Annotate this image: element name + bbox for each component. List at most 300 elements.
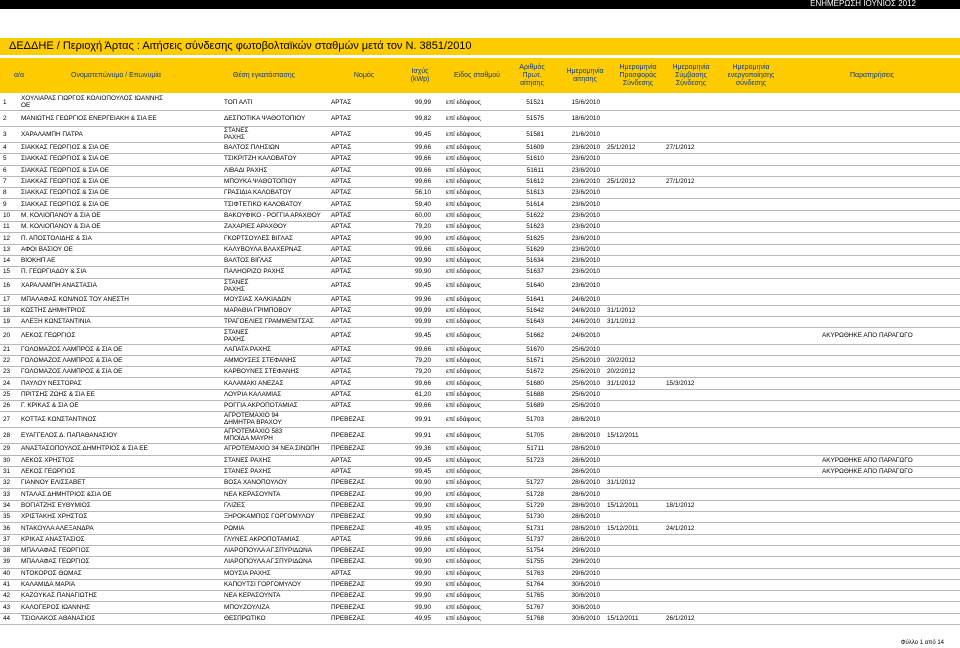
table-cell: ΣΙΑΚΚΑΣ ΓΕΩΡΓΙΟΣ & ΣΙΑ ΟΕ [21,178,109,186]
table-cell: ΑΡΤΑΣ [331,345,352,353]
table-cell: 26/1/2012 [666,614,695,622]
table-header [0,58,960,93]
table-cell: 99,90 [415,603,431,611]
table-cell [728,153,792,164]
table-cell: ΣΙΑΚΚΑΣ ΓΕΩΡΓΙΟΣ & ΣΙΑ ΟΕ [21,144,109,152]
table-cell [666,94,721,110]
table-cell: ΑΦΟΙ ΒΑΣΙΟΥ ΟΕ [21,245,73,253]
table-cell [728,522,792,533]
table-cell: ΑΡΤΑΣ [331,390,352,398]
table-cell: ΑΚΥΡΩΘΗΚΕ ΑΠΟ ΠΑΡΑΓΩΓΟ [822,332,913,339]
table-cell: ΜΠΑΛΑΦΑΣ ΚΩΝ/ΝΟΣ ΤΟΥ ΑΝΕΣΤΗ [21,295,129,303]
table-cell: ΚΑΛΟΓΕΡΟΣ ΙΩΑΝΝΗΣ [21,603,90,611]
table-cell: 51765 [526,592,544,600]
table-cell: ΝΤΟΚΟΡΟΣ ΘΩΜΑΣ [21,569,82,577]
table-cell [728,110,792,126]
table-cell: επί εδάφους [446,581,481,589]
table-cell [728,244,792,255]
table-cell [728,511,792,522]
table-cell [822,522,954,533]
table-cell [607,165,666,176]
table-cell: 51629 [526,245,544,253]
table-cell: 99,90 [415,257,431,265]
table-cell [666,294,721,305]
table-cell: ΜΠΟΥΖΟΥΛΙΖΑ [224,603,270,611]
table-cell: 15/3/2012 [666,379,695,387]
table-cell: 99,66 [415,245,431,253]
table-cell: 99,66 [415,535,431,543]
table-cell: 61,20 [415,390,431,398]
table-cell: ΑΡΤΑΣ [331,268,352,276]
table-cell: 29/6/2010 [571,569,600,577]
table-row [0,94,960,111]
table-cell: 21 [3,345,11,353]
table-cell: 32 [3,479,11,487]
table-cell: ΠΑΛΗΟΡΙΖΟ ΡΑΧΗΣ [224,268,285,276]
table-cell [728,344,792,355]
table-cell: επί εδάφους [446,445,481,453]
table-cell: 7 [3,178,7,186]
table-cell: 99,96 [415,295,431,303]
table-cell: 31/1/2012 [607,479,636,487]
table-cell: ΠΡΙΤΣΗΣ ΖΩΗΣ & ΣΙΑ ΕΕ [21,390,95,398]
table-cell: 18/6/2010 [571,114,600,122]
table-cell: 20/2/2012 [607,356,636,364]
table-cell: 99,66 [415,379,431,387]
table-cell [666,400,721,411]
table-cell: 18 [3,307,11,315]
table-cell: ΛΕΚΟΣ ΓΕΩΡΓΙΟΣ [21,332,76,339]
table-row [0,613,960,625]
table-cell: ΑΡΤΑΣ [331,98,352,106]
table-cell: 99,66 [415,402,431,410]
table-cell: 51662 [526,332,544,339]
table-cell [666,489,721,500]
table-cell: 28/6/2010 [571,431,600,439]
table-cell: επί εδάφους [446,535,481,543]
table-cell: 99,90 [415,581,431,589]
table-cell [728,232,792,243]
table-cell: ΘΕΣΠΡΩΤΙΚΟ [224,614,266,622]
table-cell: ΑΡΤΑΣ [331,155,352,163]
table-cell: ΛΟΥΡΙΑ ΚΑΛΑΜΙΑΣ [224,390,282,398]
table-cell: 12 [3,234,11,242]
table-cell: 51622 [526,211,544,219]
top-bar [0,0,960,9]
table-cell [666,579,721,590]
column-header: α/α [13,71,25,79]
table-cell [607,221,666,232]
table-cell [822,266,954,277]
table-cell: ΛΕΚΟΣ ΓΕΩΡΓΙΟΣ [21,468,76,476]
table-cell: επί εδάφους [446,144,481,152]
table-cell: 79,20 [415,356,431,364]
table-cell [822,210,954,221]
table-cell: 51729 [526,501,544,509]
table-cell: ΒΟΓΙΑΤΖΗΣ ΕΥΘΥΜΙΟΣ [21,501,91,509]
table-cell [728,556,792,567]
table-cell: ΣΙΑΚΚΑΣ ΓΕΩΡΓΙΟΣ & ΣΙΑ ΟΕ [21,166,109,174]
table-cell: 4 [3,144,7,152]
table-cell: 51625 [526,234,544,242]
table-cell [607,411,666,427]
table-cell: επί εδάφους [446,431,481,439]
table-cell [666,126,721,142]
table-cell: 51637 [526,268,544,276]
table-cell: ΑΝΑΣΤΑΣΟΠΟΥΛΟΣ ΔΗΜΗΤΡΙΟΣ & ΣΙΑ ΕΕ [21,445,148,453]
table-cell: επί εδάφους [446,245,481,253]
table-cell [728,411,792,427]
column-header: Θέση εγκατάστασης [232,71,296,79]
table-cell: 30/6/2010 [571,614,600,622]
table-cell [666,511,721,522]
table-cell [728,579,792,590]
table-cell: 1 [3,98,7,106]
table-cell [822,278,954,294]
table-cell: 51611 [526,166,544,174]
table-cell [607,94,666,110]
table-cell [728,165,792,176]
table-cell: 51737 [526,535,544,543]
table-cell: 99,90 [415,558,431,566]
table-cell: 44 [3,614,11,622]
table-cell: επί εδάφους [446,501,481,509]
table-cell: 99,91 [415,431,431,439]
table-cell: ΣΤΑΝΕΣ ΡΑΧΗΣ [224,127,249,141]
column-header: Αριθμός Πρωτ. αίτησης [519,63,545,87]
table-cell: ΑΡΤΑΣ [331,114,352,122]
table-cell [728,477,792,488]
table-cell [607,255,666,266]
table-row [0,411,960,428]
table-cell: 99,45 [415,332,431,339]
table-cell: επί εδάφους [446,307,481,315]
table-cell [728,602,792,613]
table-cell: επί εδάφους [446,490,481,498]
table-cell: 20 [3,332,11,339]
column-header: Ημερομηνία αίτησης [566,67,604,83]
table-cell: ΑΓΡΟΤΕΜΑΧΙΟ 583 ΜΠΟΪΔΑ ΜΑΥΡΗ [224,428,283,443]
table-cell: 31/1/2012 [607,307,636,315]
table-cell: 99,66 [415,144,431,152]
table-cell: 25/6/2010 [571,379,600,387]
table-cell: 51688 [526,390,544,398]
table-cell [822,489,954,500]
table-cell: 25/6/2010 [571,390,600,398]
table-cell: 51705 [526,431,544,439]
table-cell [822,305,954,316]
table-cell: 51755 [526,558,544,566]
table-cell [666,328,721,344]
table-cell [822,294,954,305]
table-cell: ΓΛΙΖΕΣ [224,501,246,509]
table-cell: ΝΕΑ ΚΕΡΑΣΟΥΝΤΑ [224,490,281,498]
table-cell: ΜΠΑΛΑΦΑΣ ΓΕΩΡΓΙΟΣ [21,547,90,555]
table-cell: ΛΙΑΡΟΠΟΥΛΑ ΑΓ.ΣΠΥΡΙΔΩΝΑ [224,558,312,566]
table-cell [666,568,721,579]
table-cell [728,500,792,511]
table-cell: 30/6/2010 [571,581,600,589]
table-cell: επί εδάφους [446,456,481,464]
table-cell [728,534,792,545]
table-cell: ΑΡΤΑΣ [331,200,352,208]
table-cell: επί εδάφους [446,569,481,577]
table-cell: ΛΙΒΑΔΙ ΡΑΧΗΣ [224,166,268,174]
table-cell [822,511,954,522]
table-cell: ΣΤΑΝΕΣ ΡΑΧΗΣ [224,456,272,464]
table-cell: 36 [3,524,11,532]
table-cell: επί εδάφους [446,282,481,290]
table-cell: 15/12/2011 [607,431,639,439]
table-cell [728,94,792,110]
table-cell: 30/6/2010 [571,592,600,600]
table-cell [728,568,792,579]
table-cell [822,545,954,556]
table-cell [822,590,954,601]
table-cell [666,210,721,221]
table-cell: 28/6/2010 [571,513,600,521]
table-cell: επί εδάφους [446,356,481,364]
table-cell [822,602,954,613]
table-cell [822,110,954,126]
table-cell: ΑΜΜΟΥΣΕΣ ΣΤΕΦΑΝΗΣ [224,356,297,364]
table-cell: επί εδάφους [446,189,481,197]
table-cell: 27/1/2012 [666,178,695,186]
table-cell: 99,90 [415,234,431,242]
table-cell: επί εδάφους [446,513,481,521]
table-cell: ΝΤΑΚΟΥΛΑ ΑΛΕΞΑΝΔΡΑ [21,524,94,532]
table-cell: 25/6/2010 [571,368,600,376]
table-cell: 99,99 [415,98,431,106]
table-cell [666,389,721,400]
table-cell: 99,99 [415,307,431,315]
table-cell [607,556,666,567]
table-cell: 51612 [526,178,544,186]
table-cell [607,511,666,522]
table-cell [822,411,954,427]
table-cell [666,187,721,198]
table-cell [666,534,721,545]
table-cell: επί εδάφους [446,345,481,353]
table-row [0,278,960,295]
table-cell: ΑΛΕΞΗ ΚΩΝΣΤΑΝΤΙΝΙΑ [21,318,91,326]
table-cell: ΒΙΟΚΗΠ ΑΕ [21,257,56,265]
table-cell: 99,90 [415,569,431,577]
table-cell: ΡΟΓΓΙΑ ΑΚΡΟΠΟΤΑΜΙΑΣ [224,402,298,410]
table-cell [728,455,792,466]
table-cell: επί εδάφους [446,379,481,387]
table-cell: ΣΙΑΚΚΑΣ ΓΕΩΡΓΙΟΣ & ΣΙΑ ΟΕ [21,200,109,208]
table-cell [728,366,792,377]
table-cell [822,153,954,164]
table-cell [728,400,792,411]
table-cell [728,255,792,266]
table-cell [822,244,954,255]
table-cell: ΛΕΚΟΣ ΧΡΗΣΤΟΣ [21,456,75,464]
table-cell: 51613 [526,189,544,197]
table-cell: επί εδάφους [446,268,481,276]
table-cell: 56,10 [415,189,431,197]
table-cell: 11 [3,223,10,231]
table-cell [607,400,666,411]
table-cell [728,199,792,210]
table-cell [822,556,954,567]
table-cell: 99,45 [415,468,431,476]
table-cell: ΓΙΑΝΝΟΥ ΕΛΙΣΣΑΒΕΤ [21,479,86,487]
table-cell [822,355,954,366]
table-cell: 99,66 [415,155,431,163]
table-cell [728,305,792,316]
table-cell: Μ. ΚΟΛΙΟΠΑΝΟΥ & ΣΙΑ ΟΕ [21,211,101,219]
table-cell: επί εδάφους [446,234,481,242]
table-cell: 31/1/2012 [607,379,636,387]
table-cell: επί εδάφους [446,468,481,476]
table-cell: 29 [3,445,11,453]
table-cell: 31/1/2012 [607,318,636,326]
table-cell: ΚΑΛΑΜΑΚΙ ΑΝΕΖΑΣ [224,379,284,387]
table-cell: ΡΩΜΙΑ [224,524,245,532]
table-cell [728,489,792,500]
table-cell: 29/6/2010 [571,547,600,555]
table-cell: ΠΡΕΒΕΖΑΣ [331,501,365,509]
table-cell: ΑΓΡΟΤΕΜΑΧΙΟ 94 ΔΗΜΗΤΡΑ ΒΡΑΧΟΥ [224,412,282,427]
table-cell: ΑΡΤΑΣ [331,535,352,543]
table-cell [666,590,721,601]
table-cell: ΣΤΑΝΕΣ ΡΑΧΗΣ [224,278,249,293]
table-cell [607,278,666,294]
table-cell: 14 [3,257,11,265]
table-cell: 17 [3,295,11,303]
table-row [0,126,960,143]
table-cell [728,142,792,153]
table-cell [607,244,666,255]
table-cell: 40 [3,569,11,577]
table-cell: 16 [3,282,11,290]
table-cell [666,255,721,266]
table-cell: ΜΑΡΑΘΙΑ ΓΡΙΜΠΟΒΟΥ [224,307,292,315]
table-cell: 23/6/2010 [571,178,600,186]
table-cell: ΠΡΕΒΕΖΑΣ [331,479,365,487]
table-cell: 3 [3,130,7,138]
table-cell: 28/6/2010 [571,445,600,453]
table-cell: 51642 [526,307,544,315]
table-cell: Π. ΓΕΩΡΓΙΑΔΟΥ & ΣΙΑ [21,268,87,276]
table-cell [607,455,666,466]
table-cell: ΣΤΑΝΕΣ ΡΑΧΗΣ [224,468,272,476]
table-cell: ΧΟΥΛΙΑΡΑΣ ΓΙΩΡΓΟΣ ΚΟΛΙΟΠΟΥΛΟΣ ΙΩΑΝΝΗΣ ΟΕ [21,95,163,109]
table-cell: 51614 [526,200,544,208]
table-cell: 51623 [526,223,544,231]
table-cell [666,244,721,255]
table-cell [666,316,721,327]
table-cell: 99,66 [415,345,431,353]
table-cell: ΚΑΛΥΒΟΥΛΑ ΒΛΑΧΕΡΝΑΣ [224,245,302,253]
table-cell: ΑΡΤΑΣ [331,223,352,231]
table-cell: επί εδάφους [446,524,481,532]
table-cell: 51728 [526,490,544,498]
table-cell: 21/6/2010 [571,130,600,138]
table-cell: 23/6/2010 [571,200,600,208]
table-cell [607,328,666,344]
table-cell [666,477,721,488]
table-cell: 24 [3,379,11,387]
table-cell: 99,66 [415,178,431,186]
table-cell [822,316,954,327]
table-cell [607,344,666,355]
table-cell: 51731 [526,524,544,532]
table-cell: επί εδάφους [446,390,481,398]
table-cell: ΑΡΤΑΣ [331,307,352,315]
table-cell: ΑΡΤΑΣ [331,245,352,253]
table-cell: ΚΩΣΤΗΣ ΔΗΜΗΤΡΙΟΣ [21,307,86,315]
table-cell: 35 [3,513,11,521]
table-cell: ΣΙΑΚΚΑΣ ΓΕΩΡΓΙΟΣ & ΣΙΑ ΟΕ [21,155,109,163]
table-cell: ΠΡΕΒΕΖΑΣ [331,592,365,600]
table-cell: 99,99 [415,318,431,326]
table-cell: επί εδάφους [446,479,481,487]
table-cell [666,366,721,377]
table-cell: επί εδάφους [446,402,481,410]
table-cell: 25/6/2010 [571,402,600,410]
table-cell: 99,45 [415,282,431,290]
table-cell [822,443,954,454]
table-cell: 99,90 [415,501,431,509]
table-cell: 51689 [526,402,544,410]
table-cell: ΑΡΤΑΣ [331,456,352,464]
table-cell [666,455,721,466]
table-cell: 51643 [526,318,544,326]
table-cell [822,400,954,411]
table-cell: ΞΗΡΟΚΑΜΠΟΣ ΓΟΡΓΟΜΥΛΟΥ [224,513,315,521]
table-cell: 24/6/2010 [571,318,600,326]
table-cell: ΑΡΤΑΣ [331,130,352,138]
table-cell: ΑΡΤΑΣ [331,379,352,387]
table-cell: ΠΡΕΒΕΖΑΣ [331,614,365,622]
table-cell: 28/6/2010 [571,490,600,498]
table-cell [728,377,792,388]
table-cell [607,187,666,198]
table-cell [607,579,666,590]
table-cell: 51764 [526,581,544,589]
column-header: Ισχύς (kWp) [410,67,430,83]
table-cell: 29/6/2010 [571,558,600,566]
table-cell: ΑΡΤΑΣ [331,257,352,265]
column-header: Παρατηρήσεις [849,71,895,79]
table-cell: ΑΡΤΑΣ [331,295,352,303]
table-cell: 41 [3,581,11,589]
table-cell [728,176,792,187]
table-cell [666,266,721,277]
table-cell: ΠΡΕΒΕΖΑΣ [331,415,365,423]
table-cell: ΖΑΧΑΡΙΕΣ ΑΡΑΧΘΟΥ [224,223,287,231]
table-cell [728,427,792,443]
table-cell [728,126,792,142]
table-cell: 20/2/2012 [607,368,636,376]
table-cell: 23/6/2010 [571,211,600,219]
table-cell: 28/6/2010 [571,535,600,543]
table-cell [822,500,954,511]
table-cell: ΜΠΑΛΑΦΑΣ ΓΕΩΡΓΙΟΣ [21,558,90,566]
table-cell [607,466,666,477]
table-cell: 49,95 [415,524,431,532]
table-cell [666,427,721,443]
table-cell: 99,90 [415,513,431,521]
table-cell: 28/6/2010 [571,479,600,487]
table-cell: 99,45 [415,130,431,138]
table-cell: 15 [3,268,11,276]
table-cell: ΠΡΕΒΕΖΑΣ [331,513,365,521]
table-cell [822,389,954,400]
